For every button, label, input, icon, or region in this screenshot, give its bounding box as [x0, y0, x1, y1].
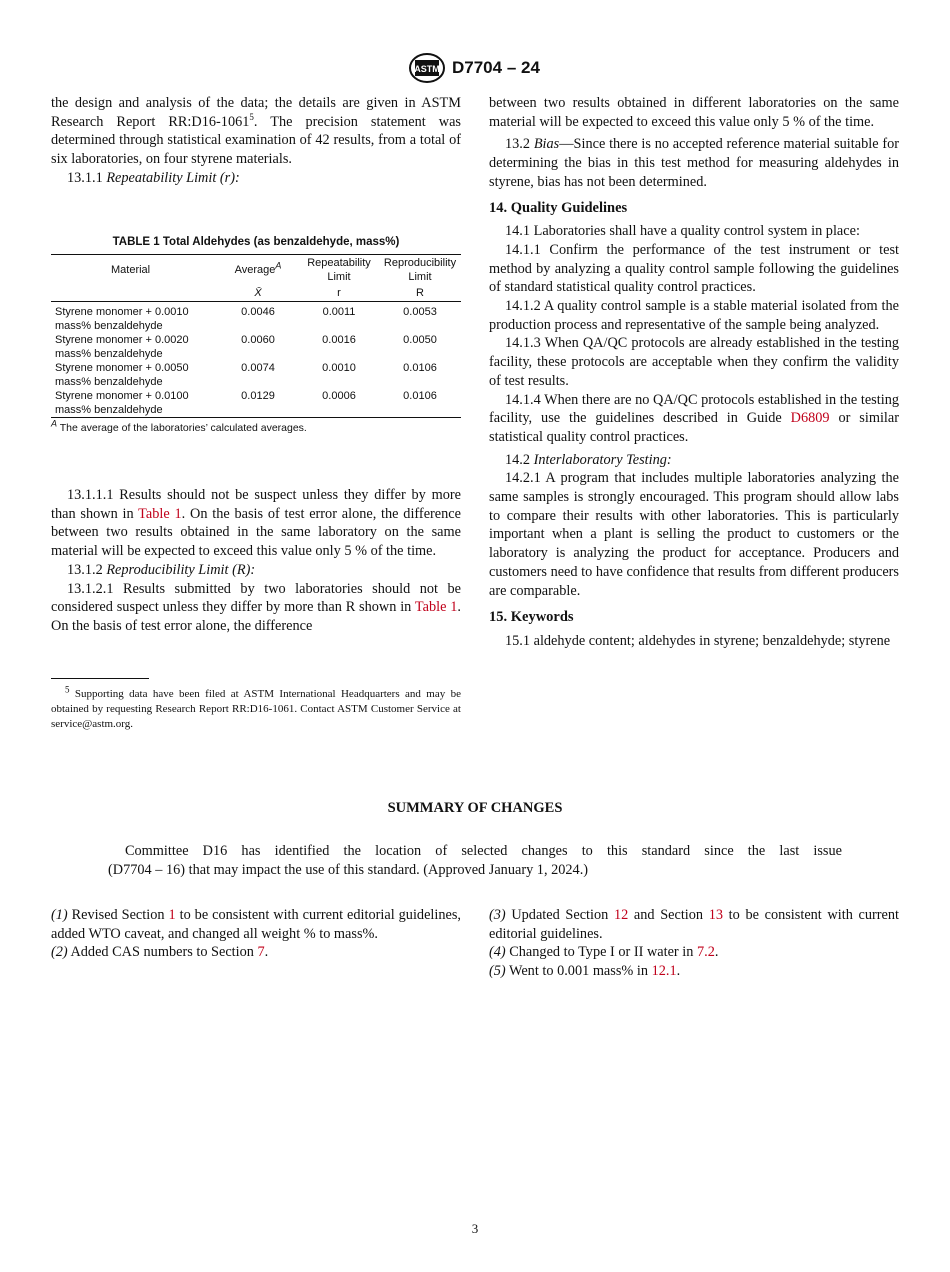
section-14-2-heading: 14.2 Interlaboratory Testing:	[505, 451, 672, 468]
paragraph-14-1-4: 14.1.4 When there are no QA/QC protocols established in the testing facility, use the guidelines described in Guide D6809 or similar statistical quality control practices.	[489, 391, 899, 445]
logo-text: ASTM	[414, 64, 440, 74]
section-13-1-2-heading: 13.1.2 Reproducibility Limit (R):	[67, 561, 256, 578]
table-1-link[interactable]: Table 1	[138, 505, 182, 522]
section-15-heading: 15. Keywords	[489, 609, 574, 626]
section-7-link[interactable]: 7	[257, 944, 265, 961]
header-material: Material	[111, 264, 151, 276]
header-reproducibility: Reproducibility Limit	[383, 257, 457, 283]
left-column-continued	[51, 486, 461, 636]
right-column	[489, 94, 899, 651]
paragraph-14-1: 14.1 Laboratories shall have a quality control system in place:	[505, 223, 860, 240]
table-footnote: A The average of the laboratories’ calculated averages.	[51, 418, 307, 434]
section-13-link[interactable]: 13	[708, 907, 724, 923]
page-number: 3	[471, 1221, 479, 1236]
section-1-link[interactable]: 1	[168, 907, 176, 923]
paragraph-14-1-2: 14.1.2 A quality control sample is a stable material isolated from the production process and representative of the sample being analyzed.	[489, 298, 899, 333]
header-repeatability: Repeatability Limit	[307, 257, 371, 283]
left-column	[51, 94, 461, 188]
paragraph-14-1-1: 14.1.1 Confirm the performance of the test instrument or test method by analyzing a quality control sample following the guidelines of standard statistical quality control practices.	[489, 241, 899, 296]
table-row: Styrene monomer + 0.0010 mass% benzaldehyde 0.0046 0.0011 0.0053	[55, 306, 437, 332]
change-1: (1) Revised Section 1 to be consistent with current editorial guidelines, added WTO caveat, and changed all weight % to mass%.	[51, 907, 461, 942]
change-5: (5) Went to 0.001 mass% in 12.1.	[489, 963, 681, 980]
section-13-1-1-heading: 13.1.1 Repeatability Limit (r):	[67, 169, 240, 186]
summary-left	[51, 906, 461, 962]
change-4: (4) Changed to Type I or II water in 7.2.	[489, 944, 719, 961]
paragraph-13-1-1-1: 13.1.1.1 Results should not be suspect unless they differ by more than shown in Table 1. On the basis of test error alone, the difference between two results obtained in the same laboratory on the same material will be expected to exceed this value only 5 % of the time.	[51, 487, 461, 560]
summary-right	[489, 906, 899, 981]
paragraph-15-1: 15.1 aldehyde content; aldehydes in styrene; benzaldehyde; styrene	[505, 632, 891, 649]
precision-paragraph: the design and analysis of the data; the details are given in ASTM Research Report RR:D16-1061$^5$. The precision statement was determined through statistical examination of 42 results, from a total of six laboratories, on four styrene materials.	[51, 95, 461, 168]
section-14-heading: 14. Quality Guidelines	[489, 199, 628, 216]
section-13-2: 13.2 Bias—Since there is no accepted reference material suitable for determining the bias in this test method for measuring aldehydes in styrene, bias has not been determined.	[489, 136, 899, 190]
paragraph-14-2-1: 14.2.1 A program that includes multiple laboratories analyzing the same samples is strongly encouraged. This program should allow labs to compare their results with other laboratories. This is particularly important when a plant is selling the product to customers or the laboratory is analyzing the product for acceptance. Producers and customers need to have confidence that results from different producers are comparable.	[489, 470, 899, 599]
document-id: D7704 – 24	[452, 58, 540, 77]
table-row: Styrene monomer + 0.0050 mass% benzaldehyde 0.0074 0.0010 0.0106	[55, 362, 437, 388]
summary-intro: Committee D16 has identified the location of selected changes to this standard since the last issue (D7704 – 16) that may impact the use of this standard. (Approved January 1, 2024.)	[108, 843, 842, 878]
table-1	[51, 236, 461, 434]
page-header	[0, 52, 950, 88]
table-row: Styrene monomer + 0.0020 mass% benzaldehyde 0.0060 0.0016 0.0050	[55, 334, 437, 360]
paragraph-14-1-3: 14.1.3 When QA/QC protocols are already established in the testing facility, these protocols are acceptable when they confirm the validity of test results.	[489, 335, 899, 389]
astm-logo-icon	[408, 52, 446, 84]
table-1-link[interactable]: Table 1	[414, 599, 458, 616]
paragraph-13-1-2-1: 13.1.2.1 Results submitted by two laboratories should not be considered suspect unless they differ by more than R shown in Table 1. On the basis of test error alone, the difference	[51, 580, 461, 634]
footnote-5: $^5$ Supporting data have been filed at ASTM International Headquarters and may be obtained by requesting Research Report RR:D16-1061. Contact ASTM Customer Service at service@astm.org.	[51, 684, 461, 730]
table-title: TABLE 1 Total Aldehydes (as benzaldehyde, mass%)	[112, 236, 400, 248]
header-average: Average$^A$	[234, 260, 282, 276]
table-row: Styrene monomer + 0.0100 mass% benzaldehyde 0.0129 0.0006 0.0106	[51, 389, 461, 418]
symbol-R: R	[416, 286, 424, 299]
change-3: (3) Updated Section 12 and Section 13 to be consistent with current editorial guidelines.	[489, 907, 899, 942]
symbol-r: r	[337, 286, 341, 299]
d6809-link[interactable]: D6809	[790, 410, 830, 427]
footnote-divider	[51, 678, 149, 679]
change-2: (2) Added CAS numbers to Section 7.	[51, 944, 269, 961]
symbol-average: X̄	[254, 286, 262, 299]
paragraph-continued: between two results obtained in different laboratories on the same material will be expected to exceed this value only 5 % of the time.	[489, 95, 899, 130]
section-12-link[interactable]: 12	[613, 907, 629, 923]
section-12-1-link[interactable]: 12.1	[651, 963, 677, 980]
section-7-2-link[interactable]: 7.2	[696, 944, 715, 961]
summary-title: SUMMARY OF CHANGES	[387, 800, 563, 816]
